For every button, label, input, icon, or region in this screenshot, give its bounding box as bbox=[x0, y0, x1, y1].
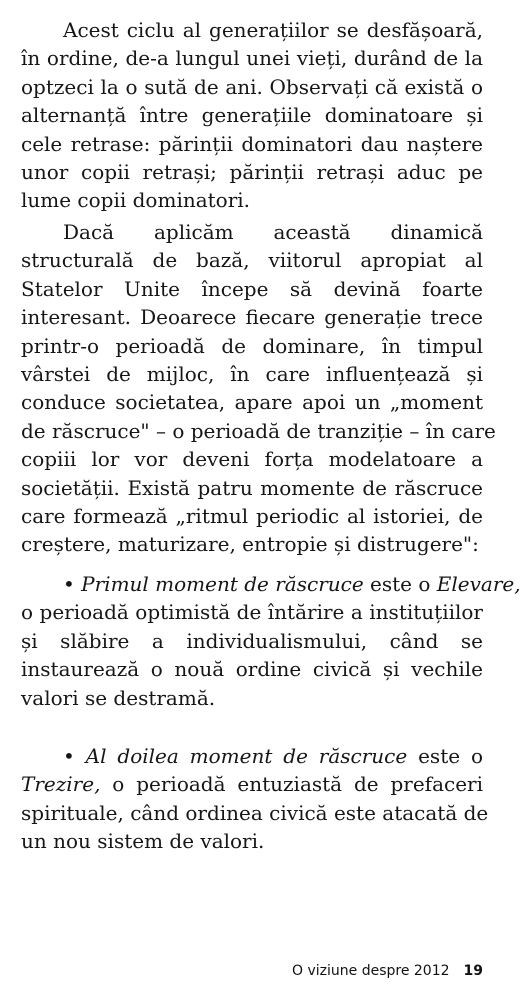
text-line: spirituale, când ordinea civică este atacată de bbox=[21, 800, 489, 825]
trezire-term: Trezire, bbox=[21, 772, 101, 797]
text-line: cele retrase: părinții dominatori dau naștere bbox=[21, 131, 483, 156]
text-line bbox=[21, 742, 483, 770]
paragraph-generational-cycle bbox=[21, 16, 483, 215]
paragraph-structural-dynamics bbox=[21, 218, 496, 559]
text-line: copiii lor vor deveni forța modelatoare a bbox=[21, 447, 483, 472]
text-line: alternanță între generațiile dominatoare și bbox=[21, 103, 483, 128]
text-line: Dacă aplicăm această dinamică bbox=[63, 220, 483, 244]
text-line: structurală de bază, viitorul apropiat al bbox=[21, 248, 483, 273]
elevare-term: Elevare, bbox=[436, 572, 521, 596]
text-line: printr-o perioadă de dominare, în timpul bbox=[21, 333, 483, 358]
paragraph-second-turning bbox=[21, 742, 489, 856]
text-line: societății. Există patru momente de răscruce bbox=[21, 475, 483, 500]
text-line: conduce societatea, apare apoi un „moment bbox=[21, 390, 483, 415]
paragraph-first-turning bbox=[21, 570, 521, 712]
first-turning-term: • Primul moment de răscruce bbox=[63, 572, 364, 596]
text-line: unor copii retrași; părinții retrași aduc pe bbox=[21, 159, 483, 184]
text-line: de răscruce" – o perioadă de tranziție – în care bbox=[21, 418, 496, 443]
text-line: în ordine, de-a lungul unei vieți, durând de la bbox=[21, 46, 483, 71]
text-line: un nou sistem de valori. bbox=[21, 829, 265, 854]
text-run: este o bbox=[407, 744, 483, 768]
text-line: creștere, maturizare, entropie și distrugere": bbox=[21, 532, 479, 557]
page-footer bbox=[0, 958, 483, 984]
text-line: lume copii dominatori. bbox=[21, 188, 251, 213]
text-line: vârstei de mijloc, în care influențează și bbox=[21, 361, 483, 386]
text-line: optzeci la o sută de ani. Observați că există o bbox=[21, 74, 483, 99]
text-line bbox=[21, 770, 483, 798]
text-line: care formează „ritmul periodic al istoriei, de bbox=[21, 503, 483, 528]
text-line: instaurează o nouă ordine civică și vechile bbox=[21, 657, 483, 682]
second-turning-term: • Al doilea moment de răscruce bbox=[63, 744, 408, 768]
text-line: valori se destramă. bbox=[21, 685, 216, 710]
text-line: Statelor Unite începe să devină foarte bbox=[21, 276, 483, 301]
running-title: O viziune despre 2012 bbox=[292, 963, 450, 979]
text-line: și slăbire a individualismului, când se bbox=[21, 628, 483, 653]
text-line: interesant. Deoarece fiecare generație trece bbox=[21, 305, 483, 330]
text-line bbox=[21, 570, 521, 598]
text-line: Acest ciclu al generațiilor se desfășoară, bbox=[63, 18, 483, 42]
text-line: o perioadă optimistă de întărire a instituțiilor bbox=[21, 600, 483, 625]
page-number: 19 bbox=[463, 963, 483, 979]
text-run: o perioadă entuziastă de prefaceri bbox=[100, 772, 483, 797]
text-run: este o bbox=[363, 572, 437, 596]
